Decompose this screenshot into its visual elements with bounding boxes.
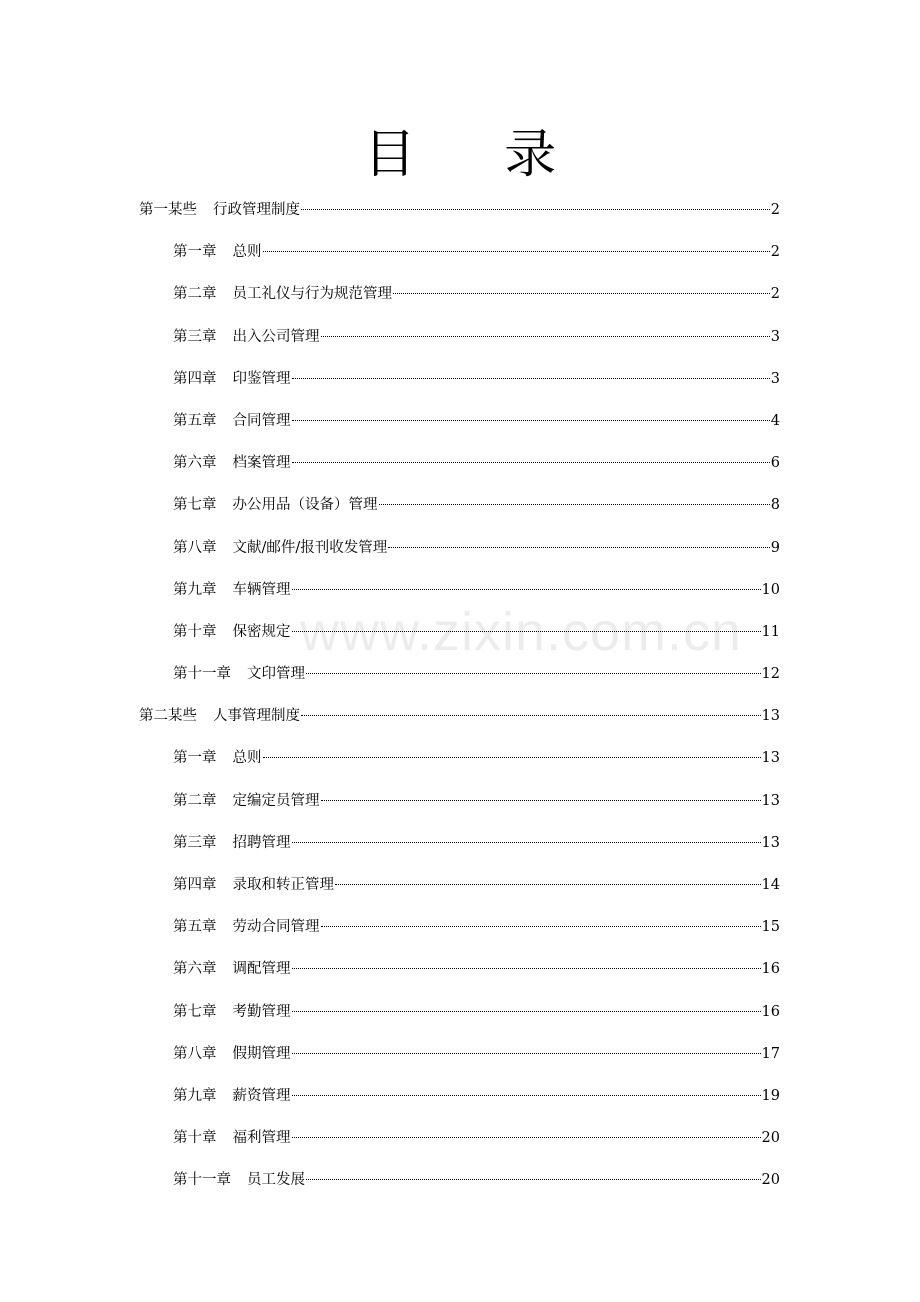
toc-page-number: 2 [770, 202, 780, 218]
toc-chapter-entry[interactable] [0, 527, 920, 569]
toc-page-number: 9 [770, 539, 780, 556]
toc-entry-number: 第一章 [173, 244, 217, 261]
dot-leader [321, 800, 761, 801]
toc-chapter-entry[interactable] [0, 442, 920, 484]
toc-entry-number: 第八章 [173, 539, 217, 556]
toc-page-number: 16 [761, 961, 780, 978]
toc-entry-number: 第七章 [173, 497, 217, 514]
toc-entry-label [139, 189, 300, 231]
toc-part-entry[interactable] [0, 695, 920, 737]
toc-entry-label [173, 948, 291, 990]
dot-leader [292, 1137, 761, 1138]
page-title: 目 录 [363, 124, 593, 185]
toc-entry-label [173, 991, 291, 1033]
toc-entry-title: 定编定员管理 [232, 792, 320, 809]
dot-leader [321, 926, 761, 927]
dot-leader [263, 757, 761, 758]
toc-entry-number: 第六章 [173, 455, 217, 472]
toc-entry-title: 招聘管理 [232, 834, 291, 851]
toc-entry-number: 第五章 [173, 919, 217, 936]
toc-entry-number: 第四章 [173, 877, 217, 893]
dot-leader [292, 378, 770, 379]
dot-leader [321, 336, 770, 337]
dot-leader [292, 842, 761, 843]
toc-entry-number: 第九章 [173, 1087, 217, 1104]
toc-entry-label [173, 442, 291, 484]
toc-page-number: 2 [770, 244, 780, 261]
toc-page-number: 12 [761, 666, 780, 683]
toc-page-number: 10 [761, 581, 780, 598]
toc-entry-label [173, 316, 320, 358]
toc-page-number: 13 [761, 708, 780, 725]
toc-entry-number: 第二章 [173, 792, 217, 809]
toc-entry-title: 总则 [232, 750, 262, 767]
toc-entry-label [173, 822, 291, 864]
table-of-contents [0, 189, 920, 1202]
toc-entry-title: 合同管理 [232, 412, 291, 429]
toc-entry-number: 第八章 [173, 1045, 217, 1062]
toc-page-number: 4 [770, 412, 780, 429]
toc-page-number: 13 [761, 750, 780, 767]
toc-chapter-entry[interactable] [0, 1033, 920, 1075]
toc-chapter-entry[interactable] [0, 1117, 920, 1159]
toc-entry-label [173, 1033, 291, 1075]
dot-leader [335, 884, 761, 885]
toc-chapter-entry[interactable] [0, 316, 920, 358]
toc-entry-title: 出入公司管理 [232, 328, 320, 345]
toc-entry-title: 考勤管理 [232, 1003, 291, 1020]
toc-entry-number: 第三章 [173, 834, 217, 851]
toc-entry-label [139, 695, 300, 737]
toc-chapter-entry[interactable] [0, 231, 920, 273]
toc-chapter-entry[interactable] [0, 906, 920, 948]
toc-entry-title: 车辆管理 [232, 581, 291, 598]
toc-entry-title: 文献/邮件/报刊收发管理 [232, 539, 388, 556]
toc-entry-label [173, 231, 262, 273]
toc-page-number: 19 [761, 1087, 780, 1104]
toc-chapter-entry[interactable] [0, 611, 920, 653]
toc-entry-number: 第二某些 [139, 708, 197, 725]
toc-entry-title: 档案管理 [232, 455, 291, 472]
toc-part-entry[interactable] [0, 189, 920, 231]
toc-entry-title: 保密规定 [232, 623, 291, 640]
toc-entry-label [173, 527, 387, 569]
toc-chapter-entry[interactable] [0, 737, 920, 779]
toc-entry-number: 第四章 [173, 370, 217, 387]
dot-leader [292, 1053, 761, 1054]
dot-leader [306, 673, 761, 674]
dot-leader [292, 631, 761, 632]
toc-chapter-entry[interactable] [0, 273, 920, 315]
toc-chapter-entry[interactable] [0, 1159, 920, 1201]
toc-entry-title: 文印管理 [247, 666, 305, 683]
dot-leader [306, 1179, 761, 1180]
toc-entry-label [173, 569, 291, 611]
toc-entry-label [173, 737, 262, 779]
dot-leader [301, 209, 770, 210]
toc-chapter-entry[interactable] [0, 864, 920, 906]
dot-leader [292, 1011, 761, 1012]
dot-leader [292, 462, 770, 463]
dot-leader [292, 1095, 761, 1096]
dot-leader [393, 293, 770, 294]
toc-chapter-entry[interactable] [0, 653, 920, 695]
toc-chapter-entry[interactable] [0, 358, 920, 400]
toc-entry-number: 第五章 [173, 412, 217, 429]
toc-entry-label [173, 653, 305, 695]
toc-chapter-entry[interactable] [0, 948, 920, 990]
toc-entry-label [173, 400, 291, 442]
toc-page-number: 8 [770, 497, 780, 514]
dot-leader [388, 547, 769, 548]
toc-chapter-entry[interactable] [0, 991, 920, 1033]
toc-entry-label [173, 358, 291, 400]
toc-entry-label [173, 864, 334, 906]
toc-entry-title: 人事管理制度 [213, 708, 300, 725]
toc-entry-label [173, 1075, 291, 1117]
toc-page-number: 15 [761, 919, 780, 936]
dot-leader [292, 420, 770, 421]
toc-entry-number: 第十章 [173, 623, 217, 640]
toc-entry-label [173, 906, 320, 948]
toc-page-number: 3 [770, 328, 780, 345]
dot-leader [379, 504, 770, 505]
toc-entry-number: 第一章 [173, 750, 217, 767]
toc-entry-label [173, 1117, 291, 1159]
toc-page-number: 20 [761, 1130, 780, 1147]
dot-leader [292, 589, 761, 590]
toc-page-number: 11 [761, 623, 780, 640]
toc-entry-number: 第三章 [173, 328, 217, 345]
toc-entry-number: 第七章 [173, 1003, 217, 1020]
toc-entry-title: 印鉴管理 [232, 370, 291, 387]
toc-entry-number: 第十一章 [173, 1172, 231, 1189]
toc-page-number: 13 [761, 792, 780, 809]
toc-entry-title: 员工礼仪与行为规范管理 [232, 286, 392, 303]
toc-page-number: 16 [761, 1003, 780, 1020]
toc-entry-title: 录取和转正管理 [232, 877, 334, 893]
toc-entry-title: 办公用品（设备）管理 [232, 497, 378, 514]
toc-entry-title: 假期管理 [232, 1045, 291, 1062]
toc-entry-title: 调配管理 [232, 961, 291, 978]
toc-page-number: 2 [770, 286, 780, 303]
toc-entry-label [173, 273, 392, 315]
toc-entry-number: 第十一章 [173, 666, 231, 683]
toc-entry-number: 第一某些 [139, 202, 197, 218]
toc-entry-label [173, 611, 291, 653]
toc-entry-title: 薪资管理 [232, 1087, 291, 1104]
toc-chapter-entry[interactable] [0, 1075, 920, 1117]
toc-chapter-entry[interactable] [0, 822, 920, 864]
toc-chapter-entry[interactable] [0, 400, 920, 442]
toc-chapter-entry[interactable] [0, 780, 920, 822]
toc-page-number: 14 [761, 877, 780, 893]
toc-entry-number: 第九章 [173, 581, 217, 598]
toc-entry-title: 总则 [232, 244, 262, 261]
toc-entry-title: 福利管理 [232, 1130, 291, 1147]
toc-page-number: 17 [761, 1045, 780, 1062]
toc-entry-title: 员工发展 [247, 1172, 305, 1189]
toc-page-number: 6 [770, 455, 780, 472]
toc-entry-label [173, 780, 320, 822]
toc-page-number: 13 [761, 834, 780, 851]
toc-chapter-entry[interactable] [0, 569, 920, 611]
toc-entry-number: 第十章 [173, 1130, 217, 1147]
toc-chapter-entry[interactable] [0, 484, 920, 526]
dot-leader [292, 968, 761, 969]
toc-entry-label [173, 1159, 305, 1201]
dot-leader [301, 715, 761, 716]
toc-page-number: 20 [761, 1172, 780, 1189]
toc-entry-title: 行政管理制度 [213, 202, 300, 218]
watermark: www.zixin.com.cn [300, 602, 743, 662]
toc-entry-number: 第六章 [173, 961, 217, 978]
toc-entry-label [173, 484, 378, 526]
toc-page-number: 3 [770, 370, 780, 387]
toc-entry-title: 劳动合同管理 [232, 919, 320, 936]
toc-entry-number: 第二章 [173, 286, 217, 303]
dot-leader [263, 251, 770, 252]
